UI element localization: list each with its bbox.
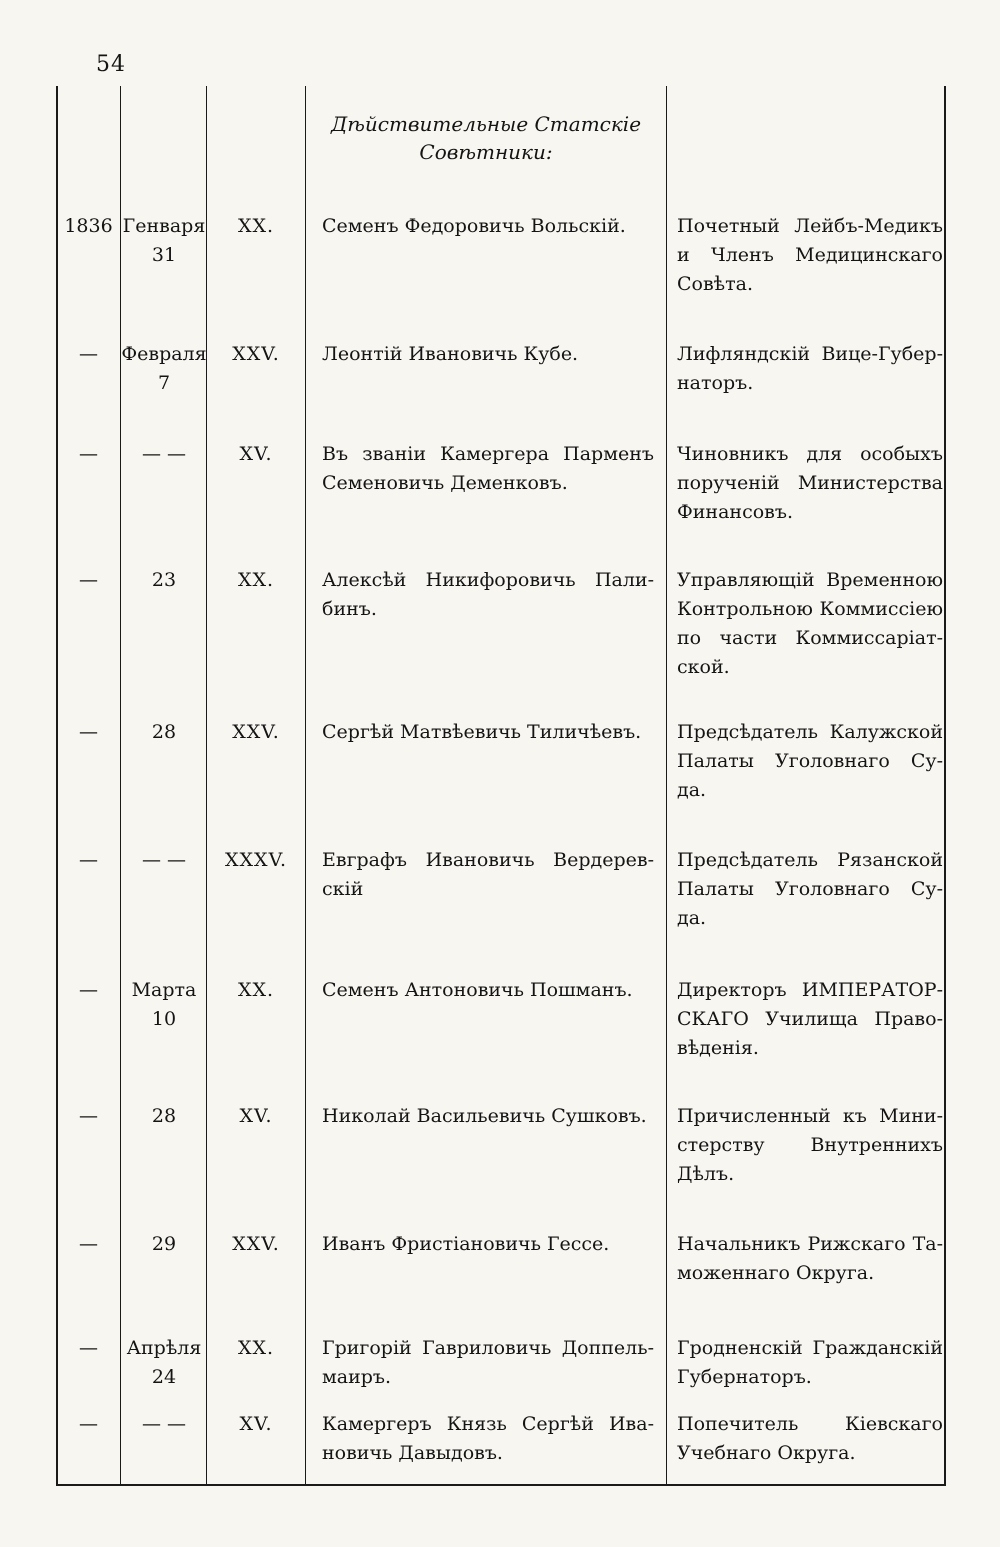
section-heading xyxy=(306,110,666,166)
date-cell xyxy=(120,440,208,469)
name-cell xyxy=(322,718,654,747)
name-cell xyxy=(322,1334,654,1392)
name-line: Леонтій Ивановичь Кубе. xyxy=(322,343,579,365)
class-cell: XV. xyxy=(239,443,273,465)
date-month: 29 xyxy=(151,1233,177,1255)
year-cell: 1836 xyxy=(64,215,113,237)
name-cell xyxy=(322,846,654,904)
year-cell: — xyxy=(79,849,98,871)
date-cell xyxy=(120,846,208,875)
class-cell: XX. xyxy=(237,215,275,237)
class-cell: XXV. xyxy=(232,1233,280,1255)
name-cell xyxy=(322,976,654,1005)
position-line: Чиновникъ для особыхъ xyxy=(677,443,943,465)
name-line: маиръ. xyxy=(322,1366,392,1388)
position-line: порученій Министерства xyxy=(677,472,943,494)
name-line: бинъ. xyxy=(322,598,377,620)
date-cell xyxy=(120,1230,208,1259)
date-day: 31 xyxy=(151,244,177,266)
name-line: Евграфъ Ивановичь Вердерев- xyxy=(322,849,654,871)
position-line: СКАГО Училища Право- xyxy=(677,1008,943,1030)
position-cell xyxy=(677,718,943,805)
name-line: скій xyxy=(322,878,364,900)
column-rule xyxy=(305,86,306,1486)
position-line: Начальникъ Рижскаго Та- xyxy=(677,1233,943,1255)
year-cell: — xyxy=(79,1413,98,1435)
name-line: новичь Давыдовъ. xyxy=(322,1442,503,1464)
position-cell xyxy=(677,440,943,527)
position-line: Предсѣдатель Рязанской xyxy=(677,849,943,871)
position-line: Попечитель Кіевскаго xyxy=(677,1413,943,1435)
name-cell xyxy=(322,566,654,624)
class-cell: XXV. xyxy=(232,343,280,365)
position-line: ской. xyxy=(677,656,730,678)
year-cell: — xyxy=(79,979,98,1001)
position-cell xyxy=(677,1334,943,1392)
name-line: Въ званіи Камергера Парменъ xyxy=(322,443,654,465)
position-line: Причисленный къ Мини- xyxy=(677,1105,943,1127)
name-line: Григорій Гавриловичь Доппель- xyxy=(322,1337,654,1359)
position-cell xyxy=(677,1230,943,1288)
position-line: Учебнаго Округа. xyxy=(677,1442,856,1464)
position-line: Лифляндскій Вице-Губер- xyxy=(677,343,943,365)
year-cell: — xyxy=(79,1233,98,1255)
column-rule xyxy=(120,86,121,1486)
position-cell xyxy=(677,340,943,398)
name-line: Семеновичь Деменковъ. xyxy=(322,472,568,494)
date-month: — — xyxy=(141,849,187,871)
year-cell: — xyxy=(79,443,98,465)
position-line: Предсѣдатель Калужской xyxy=(677,721,943,743)
name-cell xyxy=(322,1230,654,1259)
date-cell xyxy=(120,976,208,1034)
year-cell: — xyxy=(79,1105,98,1127)
date-cell xyxy=(120,212,208,270)
position-cell xyxy=(677,1410,943,1468)
position-line: стерству Внутреннихъ xyxy=(677,1134,943,1156)
position-line: моженнаго Округа. xyxy=(677,1262,875,1284)
year-cell: — xyxy=(79,343,98,365)
position-cell xyxy=(677,846,943,933)
page-number: 54 xyxy=(96,52,126,77)
position-line: Губернаторъ. xyxy=(677,1366,812,1388)
position-line: вѣденія. xyxy=(677,1037,759,1059)
date-day: 10 xyxy=(151,1008,177,1030)
date-month: Генваря xyxy=(122,215,206,237)
date-month: 23 xyxy=(151,569,177,591)
section-heading-line: Дѣйствительные Статскіе xyxy=(330,112,642,136)
position-cell xyxy=(677,212,943,299)
name-line: Семенъ Федоровичь Вольскій. xyxy=(322,215,626,237)
date-day: 24 xyxy=(151,1366,177,1388)
position-line: и Членъ Медицинскаго xyxy=(677,244,943,266)
name-line: Камергеръ Князь Сергѣй Ива- xyxy=(322,1413,654,1435)
date-month: — — xyxy=(141,1413,187,1435)
position-line: Директоръ ИМПЕРАТОР- xyxy=(677,979,943,1001)
position-line: Контрольною Коммиссіею xyxy=(677,598,943,620)
position-cell xyxy=(677,566,943,682)
date-cell xyxy=(120,1410,208,1439)
class-cell: XX. xyxy=(237,979,275,1001)
year-cell: — xyxy=(79,1337,98,1359)
year-cell: — xyxy=(79,569,98,591)
year-cell: — xyxy=(79,721,98,743)
name-line: Семенъ Антоновичь Пошманъ. xyxy=(322,979,633,1001)
position-cell xyxy=(677,976,943,1063)
date-cell xyxy=(120,1334,208,1392)
column-rule xyxy=(206,86,207,1486)
date-month: — — xyxy=(141,443,187,465)
position-line: да. xyxy=(677,779,707,801)
class-cell: XXXV. xyxy=(224,849,288,871)
date-month: Февраля xyxy=(121,343,207,365)
position-line: Финансовъ. xyxy=(677,501,793,523)
position-cell xyxy=(677,1102,943,1189)
position-line: Палаты Уголовнаго Су- xyxy=(677,750,943,772)
class-cell: XV. xyxy=(239,1105,273,1127)
position-line: по части Коммиссаріат- xyxy=(677,627,943,649)
name-cell xyxy=(322,212,654,241)
position-line: Гродненскій Гражданскій xyxy=(677,1337,943,1359)
date-month: 28 xyxy=(151,721,177,743)
name-line: Алексѣй Никифоровичь Пали- xyxy=(322,569,654,591)
name-cell xyxy=(322,1410,654,1468)
position-line: Совѣта. xyxy=(677,273,754,295)
name-line: Сергѣй Матвѣевичь Тиличѣевъ. xyxy=(322,721,642,743)
position-line: Палаты Уголовнаго Су- xyxy=(677,878,943,900)
date-month: Марта xyxy=(131,979,197,1001)
name-line: Иванъ Фристіановичь Гессе. xyxy=(322,1233,610,1255)
date-month: 28 xyxy=(151,1105,177,1127)
column-rule xyxy=(666,86,667,1486)
class-cell: XXV. xyxy=(232,721,280,743)
position-line: Управляющій Временною xyxy=(677,569,943,591)
class-cell: XX. xyxy=(237,569,275,591)
class-cell: XV. xyxy=(239,1413,273,1435)
class-cell: XX. xyxy=(237,1337,275,1359)
name-cell xyxy=(322,340,654,369)
position-line: Дѣлъ. xyxy=(677,1163,735,1185)
position-line: да. xyxy=(677,907,707,929)
name-line: Николай Васильевичь Сушковъ. xyxy=(322,1105,647,1127)
date-cell xyxy=(120,566,208,595)
position-line: наторъ. xyxy=(677,372,754,394)
section-heading-line: Совѣтники: xyxy=(419,140,553,164)
position-line: Почетный Лейбъ-Медикъ xyxy=(677,215,943,237)
date-cell xyxy=(120,1102,208,1131)
name-cell xyxy=(322,440,654,498)
date-month: Апрѣля xyxy=(126,1337,202,1359)
date-day: 7 xyxy=(157,372,171,394)
name-cell xyxy=(322,1102,654,1131)
date-cell xyxy=(120,718,208,747)
date-cell xyxy=(120,340,208,398)
